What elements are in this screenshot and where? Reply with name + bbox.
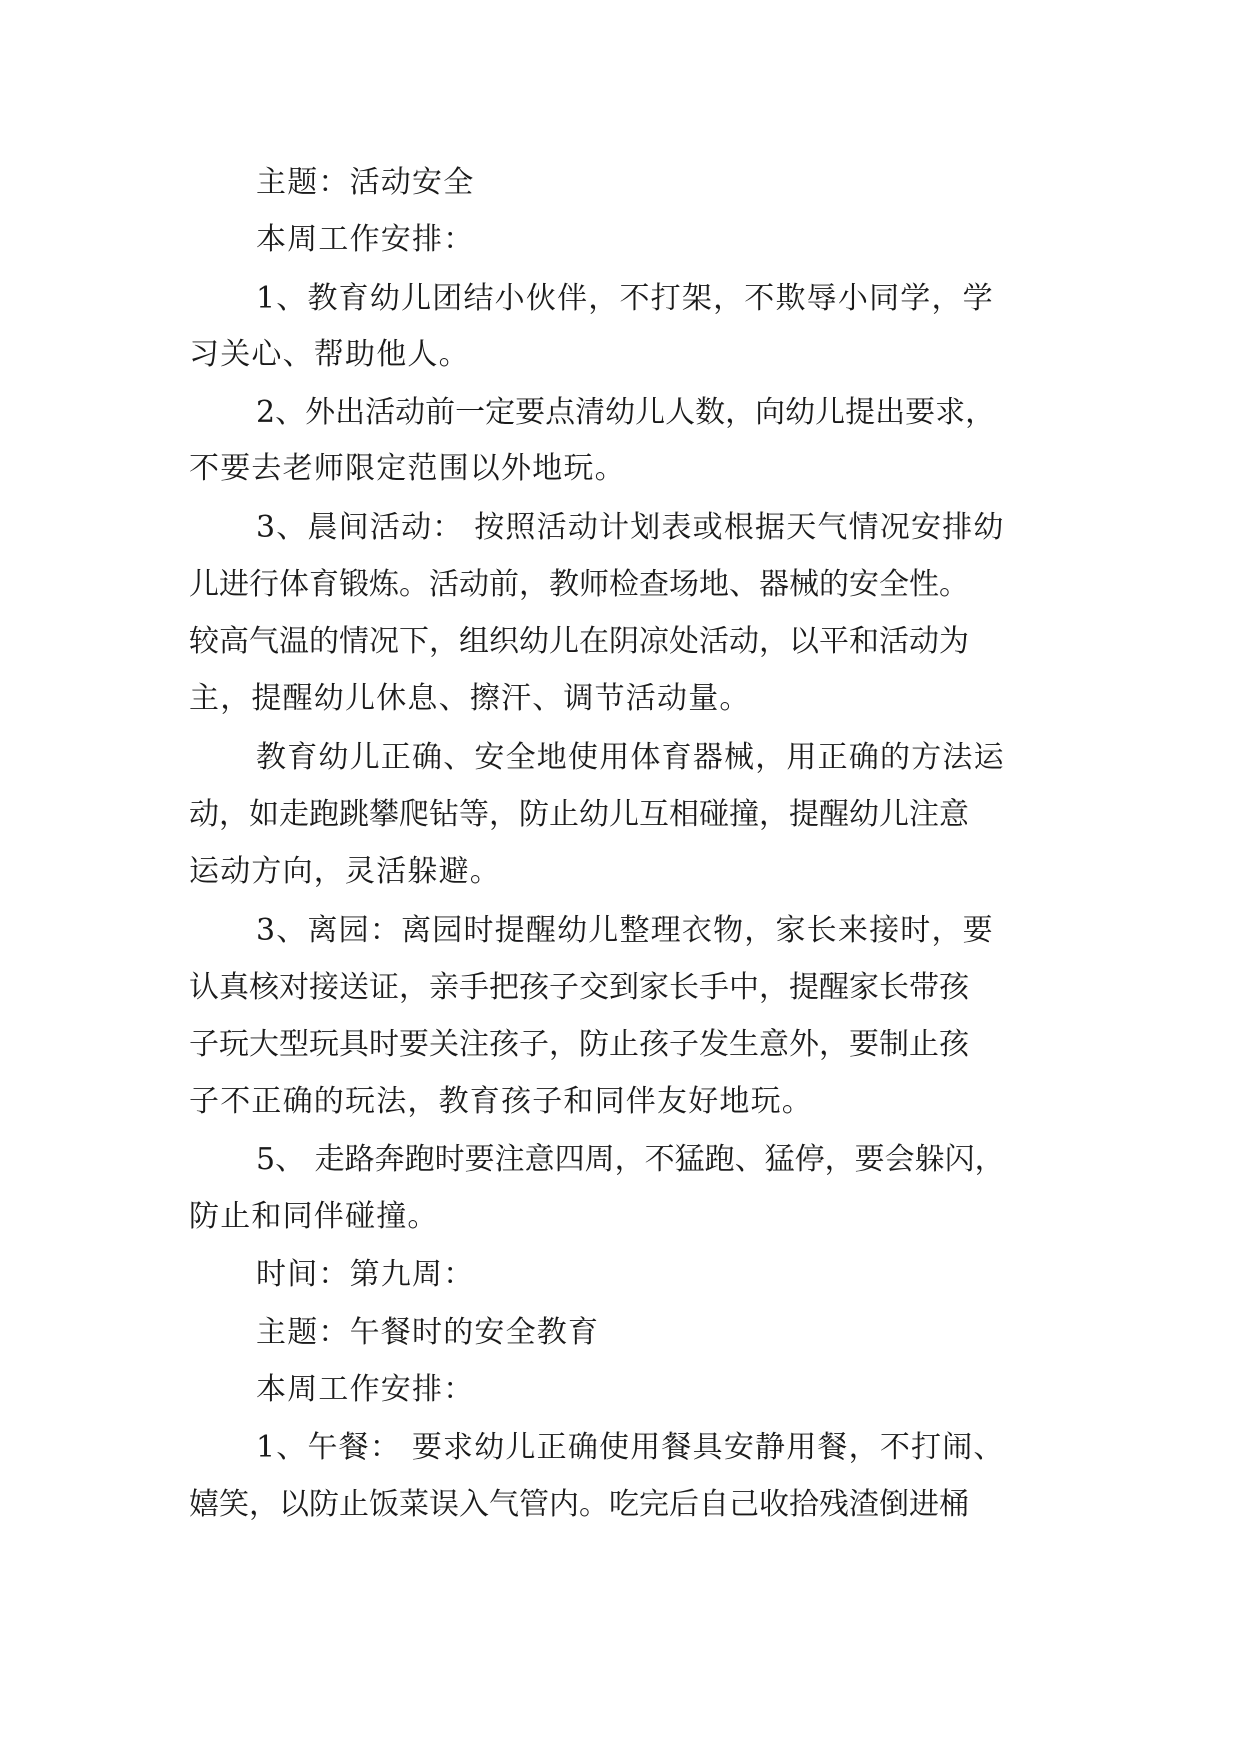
item-2-line-1: 2、外出活动前一定要点清幼儿人数，向幼儿提出要求， (256, 395, 996, 430)
time-line: 时间：第九周： (256, 1257, 475, 1292)
item-1-line-1: 1、教育幼儿团结小伙伴，不打架，不欺辱小同学，学 (256, 281, 994, 316)
paragraph-line-1: 教育幼儿正确、安全地使用体育器械，用正确的方法运 (256, 740, 1005, 775)
item-3-line-4: 主，提醒幼儿休息、擦汗、调节活动量。 (189, 681, 751, 716)
item-leave-line-4: 子不正确的玩法，教育孩子和同伴友好地玩。 (189, 1084, 813, 1119)
weekly-plan-heading-2: 本周工作安排： (256, 1372, 475, 1407)
item-leave-line-1: 3、离园：离园时提醒幼儿整理衣物，家长来接时，要 (256, 913, 994, 948)
item-3-line-2: 儿进行体育锻炼。活动前，教师检查场地、器械的安全性。 (189, 567, 969, 602)
item-2-line-2: 不要去老师限定范围以外地玩。 (189, 451, 626, 486)
item-leave-line-2: 认真核对接送证，亲手把孩子交到家长手中，提醒家长带孩 (189, 970, 969, 1005)
paragraph-line-2: 动，如走跑跳攀爬钻等，防止幼儿互相碰撞，提醒幼儿注意 (189, 797, 969, 832)
item-1-line-2: 习关心、帮助他人。 (189, 337, 470, 372)
lunch-item-line-1: 1、午餐： 要求幼儿正确使用餐具安静用餐，不打闹、 (256, 1430, 1005, 1465)
item-5-line-1: 5、 走路奔跑时要注意四周，不猛跑、猛停，要会躲闪， (256, 1142, 1005, 1177)
theme-line-2: 主题：午餐时的安全教育 (256, 1315, 600, 1350)
item-5-line-2: 防止和同伴碰撞。 (189, 1199, 439, 1234)
weekly-plan-heading: 本周工作安排： (256, 222, 475, 257)
item-3-line-3: 较高气温的情况下，组织幼儿在阴凉处活动，以平和活动为 (189, 624, 969, 659)
lunch-item-line-2: 嬉笑，以防止饭菜误入气管内。吃完后自己收拾残渣倒进桶 (189, 1487, 969, 1522)
item-leave-line-3: 子玩大型玩具时要关注孩子，防止孩子发生意外，要制止孩 (189, 1027, 969, 1062)
theme-line: 主题：活动安全 (256, 165, 475, 200)
item-3-line-1: 3、晨间活动： 按照活动计划表或根据天气情况安排幼 (256, 510, 1005, 545)
paragraph-line-3: 运动方向，灵活躲避。 (189, 854, 501, 889)
